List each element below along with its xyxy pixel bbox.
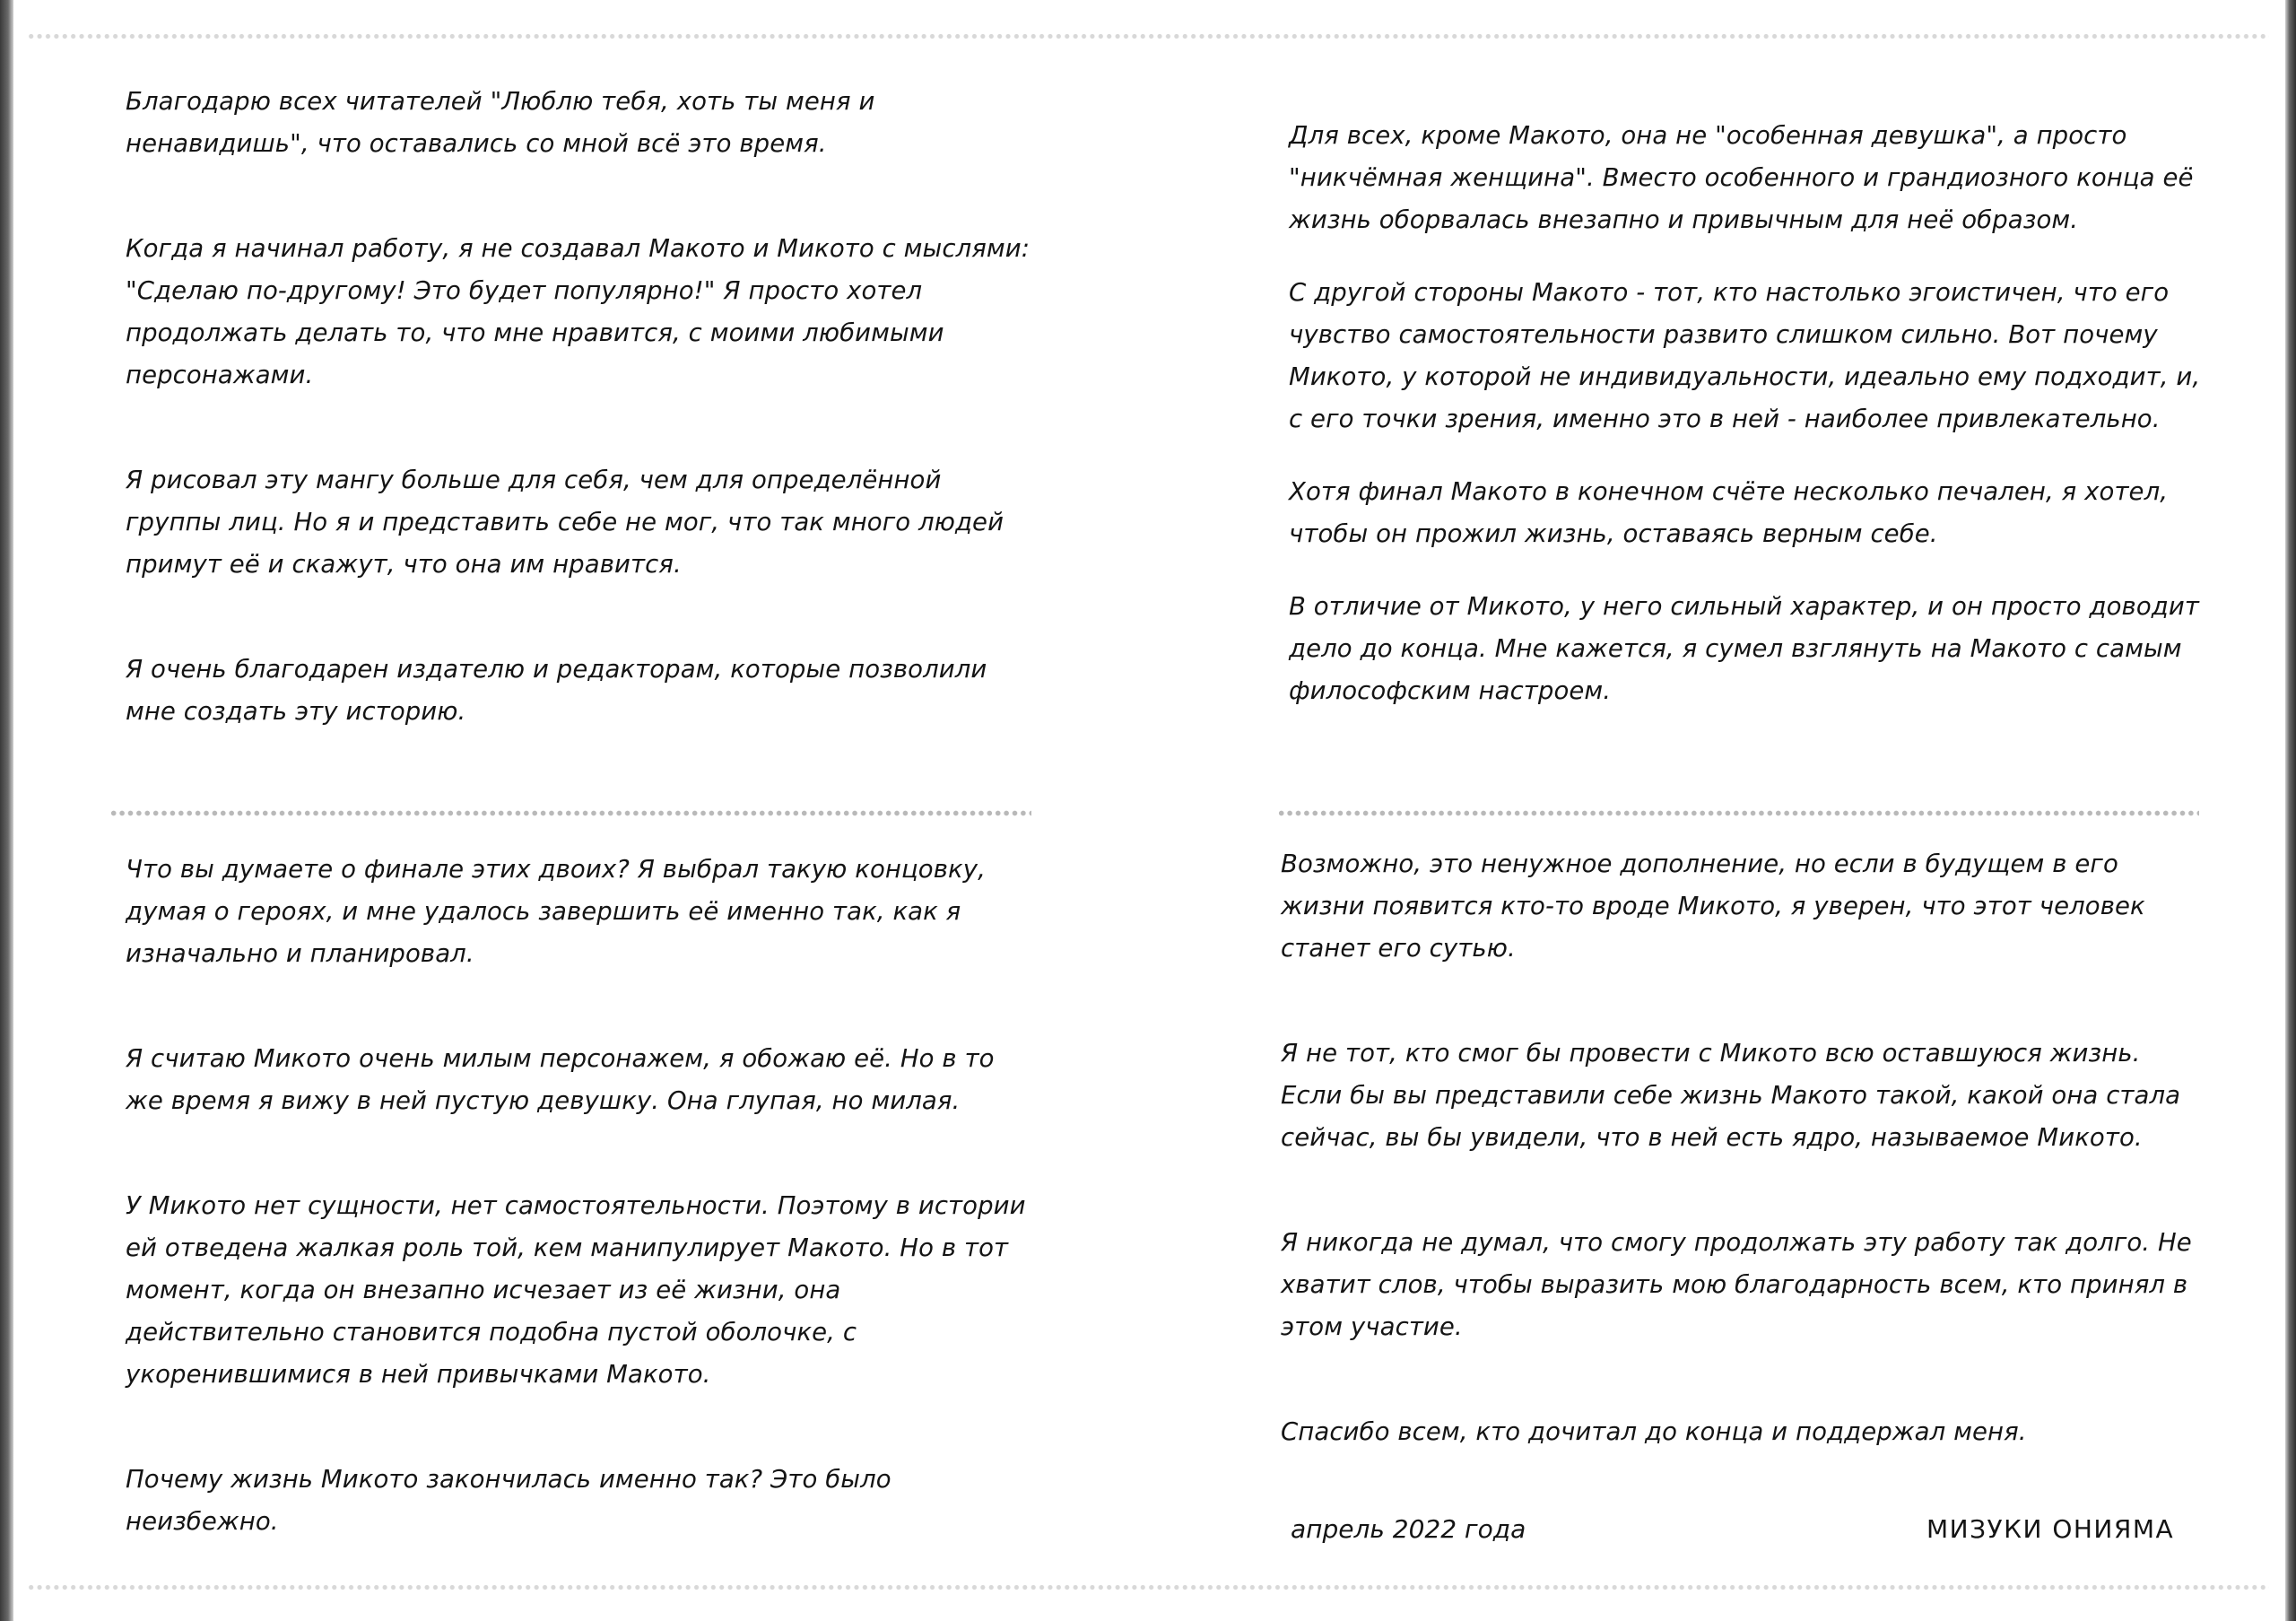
- paragraph: Почему жизнь Микото закончилась именно так? Это было неизбежно.: [126, 1465, 891, 1536]
- paragraph: Для всех, кроме Макото, она не "особенная девушка", а просто "никчёмная женщина". Вместо особенного и грандиозного конца её жизнь оборвалась внезапно и привычным для неё образом.: [1289, 121, 2194, 234]
- author-name: МИЗУКИ ОНИЯМА: [1926, 1514, 2175, 1544]
- top-dotted-border: [27, 33, 2269, 39]
- paragraph: У Микото нет сущности, нет самостоятельности. Поэтому в истории ей отведена жалкая роль той, кем манипулирует Макото. Но в тот момент, когда он внезапно исчезает из её жизни, она действительно становится подобна пустой оболочке, с укоренившимися в ней привычками Макото.: [126, 1191, 1026, 1389]
- page-edge-right: [2285, 0, 2296, 1621]
- panel-top-left: [126, 81, 1031, 733]
- paragraph: Я никогда не думал, что смогу продолжать эту работу так долго. Не хватит слов, чтобы выразить мою благодарность всем, кто принял в этом участие.: [1281, 1228, 2192, 1341]
- paragraph: Я не тот, кто смог бы провести с Микото всю оставшуюся жизнь. Если бы вы представили себе жизнь Макото такой, какой она стала сейчас, вы бы увидели, что в ней есть ядро, называемое Микото.: [1281, 1039, 2181, 1152]
- panel-top-right: [1289, 115, 2213, 712]
- bottom-dotted-border: [27, 1584, 2269, 1590]
- divider-right: [1277, 810, 2199, 816]
- paragraph: С другой стороны Макото - тот, кто настолько эгоистичен, что его чувство самостоятельности развито слишком сильно. Вот почему Микото, у которой не индивидуальности, идеально ему подходит, и, с его точки зрения, именно это в ней - наиболее привлекательно.: [1289, 278, 2201, 433]
- paragraph: Я считаю Микото очень милым персонажем, я обожаю её. Но в то же время я вижу в ней пустую девушку. Она глупая, но милая.: [126, 1044, 995, 1115]
- paragraph: Возможно, это ненужное дополнение, но если в будущем в его жизни появится кто-то вроде Микото, я уверен, что этот человек станет его сутью.: [1281, 850, 2145, 963]
- paragraph: Я рисовал эту мангу больше для себя, чем для определённой группы лиц. Но я и представить себе не мог, что так много людей примут её и скажут, что она им нравится.: [126, 466, 1004, 579]
- paragraph: Хотя финал Макото в конечном счёте несколько печален, я хотел, чтобы он прожил жизнь, оставаясь верным себе.: [1289, 477, 2169, 548]
- page-edge-left: [0, 0, 13, 1621]
- panel-bottom-right: [1281, 843, 2205, 1453]
- afterword-date: апрель 2022 года: [1291, 1514, 1526, 1544]
- divider-left: [109, 810, 1031, 816]
- paragraph: Благодарю всех читателей "Люблю тебя, хоть ты меня и ненавидишь", что оставались со мной всё это время.: [126, 87, 875, 158]
- paragraph: Я очень благодарен издателю и редакторам, которые позволили мне создать эту историю.: [126, 655, 987, 726]
- paragraph: Спасибо всем, кто дочитал до конца и поддержал меня.: [1281, 1417, 2027, 1446]
- paragraph: В отличие от Микото, у него сильный характер, и он просто доводит дело до конца. Мне кажется, я сумел взглянуть на Макото с самым философским настроем.: [1289, 592, 2199, 705]
- paragraph: Когда я начинал работу, я не создавал Макото и Микото с мыслями: "Сделаю по-другому! Это будет популярно!" Я просто хотел продолжать делать то, что мне нравится, с моими любимыми персонажами.: [126, 234, 1031, 389]
- paragraph: Что вы думаете о финале этих двоих? Я выбрал такую концовку, думая о героях, и мне удалось завершить её именно так, как я изначально и планировал.: [126, 855, 986, 968]
- panel-bottom-left: [126, 849, 1031, 1543]
